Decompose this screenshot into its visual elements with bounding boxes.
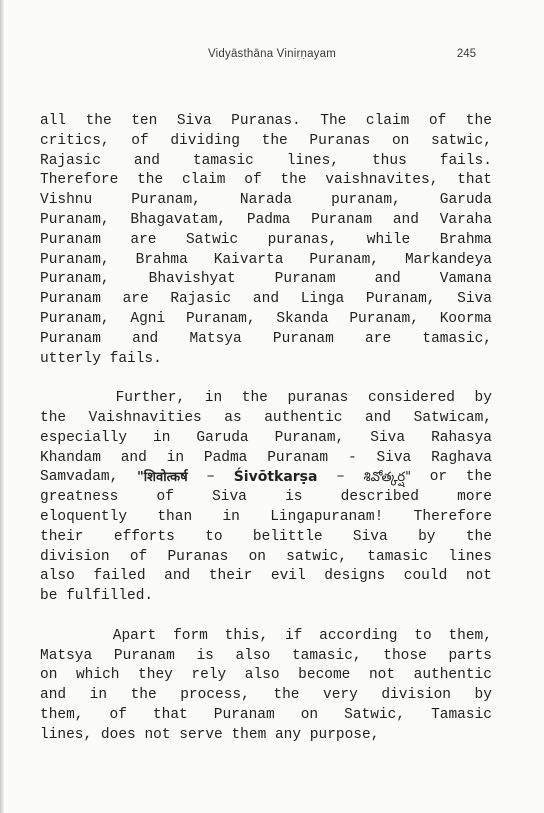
word: puranas xyxy=(287,390,349,407)
word: and xyxy=(392,211,419,228)
text-line xyxy=(40,706,492,726)
text-line xyxy=(40,191,492,211)
word: Puranam xyxy=(267,449,329,466)
word: the xyxy=(40,409,67,426)
word: Puranam xyxy=(311,211,373,228)
word: Puranam xyxy=(113,647,175,664)
word: Raghava xyxy=(431,449,492,466)
word: Garuda xyxy=(196,429,249,446)
word: Puranas xyxy=(309,132,371,149)
word: more xyxy=(457,489,492,506)
text-line xyxy=(40,587,492,607)
word: is xyxy=(196,647,214,664)
word: their xyxy=(40,528,84,545)
word: the xyxy=(465,528,492,545)
word: efforts xyxy=(113,528,175,545)
word: Rajasic xyxy=(170,291,232,308)
word: that xyxy=(457,172,492,189)
word: Further, xyxy=(115,390,186,407)
word: on xyxy=(391,132,410,149)
word: Therefore xyxy=(40,172,119,189)
word: also xyxy=(235,647,271,664)
word: which xyxy=(75,667,120,684)
word: Tamasic xyxy=(431,706,492,723)
word: Siva xyxy=(352,528,388,545)
body-text xyxy=(40,112,492,746)
word: them, xyxy=(448,627,492,644)
text-line xyxy=(40,548,492,568)
word: of xyxy=(109,706,127,723)
word: them, xyxy=(40,706,84,723)
word: Garuda xyxy=(439,192,492,209)
word: failed xyxy=(93,568,146,585)
word: Lingapuranam! xyxy=(270,508,384,525)
word: according xyxy=(319,627,398,644)
word: in xyxy=(89,687,108,704)
word: is xyxy=(285,489,303,506)
word: also xyxy=(244,667,280,684)
word: Puranam xyxy=(40,330,101,347)
word: Narada xyxy=(239,192,293,209)
word: Agni xyxy=(130,310,166,327)
paragraph xyxy=(40,112,492,369)
word: Kaivarta xyxy=(213,251,284,268)
word: Puranam xyxy=(272,330,334,347)
word: Puranam xyxy=(40,291,101,308)
word: and xyxy=(164,568,191,585)
word: and xyxy=(40,687,67,704)
word: the xyxy=(137,172,164,189)
word: they xyxy=(138,667,173,684)
page-header xyxy=(0,48,544,66)
paragraph-indent xyxy=(40,627,96,647)
word: the xyxy=(465,469,492,486)
word: of xyxy=(428,113,447,129)
word: also xyxy=(40,568,75,585)
word: purpose, xyxy=(309,726,380,743)
word: authentic xyxy=(264,409,343,426)
word: Rahasya xyxy=(431,429,492,446)
word: Puranam, xyxy=(40,271,110,288)
word: not xyxy=(368,667,396,684)
word: considered xyxy=(367,390,455,407)
paragraph xyxy=(40,627,492,746)
word: The xyxy=(320,113,347,129)
paragraph-indent xyxy=(40,389,96,409)
text-line xyxy=(40,132,492,152)
word: and xyxy=(252,291,280,308)
word: Satwicam, xyxy=(413,409,492,426)
text-line xyxy=(40,112,492,132)
word: dividing xyxy=(170,132,240,149)
word: Puranam, xyxy=(40,310,110,327)
word: the xyxy=(261,132,288,149)
text-line xyxy=(40,330,492,350)
paragraph xyxy=(40,389,492,607)
word: Siva xyxy=(176,113,212,129)
text-line xyxy=(40,171,492,191)
word: Puranam xyxy=(274,271,336,288)
word: the xyxy=(465,113,492,129)
word: Rajasic xyxy=(40,152,101,169)
word: greatness xyxy=(40,489,119,506)
word: division xyxy=(40,548,110,565)
word: or xyxy=(429,469,448,486)
word: authentic xyxy=(413,667,492,684)
page-edge-shadow xyxy=(0,0,4,813)
word: in xyxy=(204,390,223,407)
word: lines xyxy=(448,548,492,565)
text-line xyxy=(40,389,492,409)
word: of xyxy=(129,548,148,565)
word: to xyxy=(205,528,223,545)
word: Bhagavatam, xyxy=(130,211,227,228)
word: Brahma xyxy=(135,251,188,268)
word: Satwic xyxy=(185,231,239,248)
word: Markandeya xyxy=(404,251,492,268)
text-line xyxy=(40,350,492,370)
word: while xyxy=(366,231,411,248)
text-line xyxy=(40,409,492,429)
word: of xyxy=(156,489,174,506)
word: the xyxy=(85,113,112,129)
word: critics, xyxy=(40,132,110,149)
text-line xyxy=(40,310,492,330)
text-line xyxy=(40,666,492,686)
word: lines, xyxy=(286,152,340,169)
word: and xyxy=(374,271,401,288)
word: eloquently xyxy=(40,508,128,525)
word: could xyxy=(403,568,448,585)
text-line xyxy=(40,567,492,587)
word: Puranam, xyxy=(309,251,379,268)
text-line xyxy=(40,290,492,310)
word: Puranam, xyxy=(365,291,436,308)
word: claim xyxy=(365,113,410,129)
word: Vaishnavities xyxy=(88,409,202,426)
word: evil xyxy=(270,568,306,585)
word: are xyxy=(130,231,157,248)
word: Siva xyxy=(370,429,406,446)
word: any xyxy=(274,726,310,743)
text-line xyxy=(40,508,492,528)
word: are xyxy=(365,330,392,347)
text-line xyxy=(40,251,492,271)
word: puranam, xyxy=(331,192,401,209)
word: designs xyxy=(324,568,386,585)
word: those xyxy=(383,647,427,664)
word: the xyxy=(130,687,157,704)
word: become xyxy=(298,667,351,684)
word: in xyxy=(153,429,171,446)
word: Apart xyxy=(112,627,157,644)
text-line xyxy=(40,270,492,290)
word: Puranam, xyxy=(274,429,345,446)
running-head: Vidyāsthāna Vinirṇayam xyxy=(208,48,336,60)
word: and xyxy=(120,449,147,466)
word: tamasic xyxy=(192,152,254,169)
word: of xyxy=(244,172,262,189)
text-line xyxy=(40,627,492,647)
word: them xyxy=(231,726,275,743)
word: division xyxy=(381,687,451,704)
text-line xyxy=(40,686,492,706)
word: and xyxy=(365,409,392,426)
word: శివోత్కర్ష" xyxy=(363,470,412,486)
word: especially xyxy=(40,429,128,446)
word: the xyxy=(280,172,307,189)
word: Puranam xyxy=(213,706,275,723)
word: Padma xyxy=(203,449,248,466)
word: Puranam, xyxy=(185,310,256,327)
word: and xyxy=(132,330,159,347)
word: fails. xyxy=(439,152,492,169)
word: Samvadam, xyxy=(40,469,119,486)
word: ten xyxy=(131,113,158,129)
word: Puranam xyxy=(40,231,101,248)
word: Puranas. xyxy=(231,113,301,129)
text-line xyxy=(40,647,492,667)
word: Koorma xyxy=(439,310,492,327)
word: Linga xyxy=(300,291,345,308)
word: than xyxy=(157,508,193,525)
word: Khandam xyxy=(40,449,101,466)
text-line xyxy=(40,726,492,746)
paragraph-gap xyxy=(40,369,492,389)
text-line xyxy=(40,429,492,449)
word: not xyxy=(465,568,492,585)
text-line xyxy=(40,231,492,251)
paragraph-gap xyxy=(40,607,492,627)
word: parts xyxy=(448,647,492,664)
word: thus xyxy=(371,152,407,169)
word: their xyxy=(208,568,253,585)
word: vaishnavites, xyxy=(325,172,439,189)
word: Therefore xyxy=(413,508,492,525)
word: Vamana xyxy=(439,271,492,288)
word: tamasic xyxy=(367,548,429,565)
word: Varaha xyxy=(439,211,492,228)
word: to xyxy=(414,627,432,644)
word: Siva xyxy=(457,291,492,308)
word: as xyxy=(224,409,242,426)
word: on xyxy=(300,706,319,723)
word: Satwic, xyxy=(344,706,406,723)
word: – xyxy=(336,469,345,486)
word: of xyxy=(131,132,149,149)
word: very xyxy=(323,687,358,704)
word: if xyxy=(284,627,303,644)
word: the xyxy=(241,390,268,407)
word: rely xyxy=(191,667,227,684)
word: belittle xyxy=(252,528,323,545)
word: "शिवोत्कर्ष xyxy=(137,470,188,486)
word: by xyxy=(474,390,492,407)
word: process, xyxy=(180,687,250,704)
word: Padma xyxy=(246,211,291,228)
word: does xyxy=(100,726,145,743)
word: tamasic, xyxy=(291,647,362,664)
word: serve xyxy=(179,726,232,743)
word: Brahma xyxy=(439,231,492,248)
text-line xyxy=(40,449,492,469)
word: Skanda xyxy=(276,310,329,327)
word: fails. xyxy=(109,350,162,367)
word: - xyxy=(347,449,357,466)
text-line xyxy=(40,152,492,172)
word: be xyxy=(40,588,67,605)
word: Puranam, xyxy=(40,211,110,228)
word: in xyxy=(222,508,240,525)
word: not xyxy=(144,726,180,743)
word: – xyxy=(206,469,215,486)
word: lines, xyxy=(40,726,101,743)
text-line xyxy=(40,211,492,231)
text-line xyxy=(40,528,492,548)
word: claim xyxy=(181,172,226,189)
word: by xyxy=(474,687,492,704)
word: on xyxy=(40,667,58,684)
word: Matsya xyxy=(189,330,242,347)
page-number: 245 xyxy=(456,48,476,60)
text-line xyxy=(40,468,492,488)
word: on xyxy=(248,548,266,565)
word: Puranam, xyxy=(131,192,201,209)
text-line xyxy=(40,488,492,508)
word: Siva xyxy=(376,449,412,466)
word: the xyxy=(273,687,300,704)
word: Puranam, xyxy=(349,310,419,327)
word: Śivōtkarṣa xyxy=(233,469,318,486)
word: and xyxy=(133,152,160,169)
word: Bhavishyat xyxy=(148,271,236,288)
word: fulfilled. xyxy=(66,588,154,605)
word: Matsya xyxy=(40,647,93,664)
word: tamasic, xyxy=(422,330,492,347)
word: form xyxy=(173,627,208,644)
word: that xyxy=(152,706,188,723)
word: Siva xyxy=(212,489,247,506)
word: are xyxy=(122,291,149,308)
word: satwic, xyxy=(286,548,348,565)
word: satwic, xyxy=(431,132,492,149)
word: Puranas xyxy=(167,548,229,565)
word: by xyxy=(418,528,436,545)
word: Puranam, xyxy=(40,251,110,268)
word: described xyxy=(340,489,419,506)
word: Vishnu xyxy=(40,192,93,209)
word: this, xyxy=(224,627,269,644)
word: puranas, xyxy=(267,231,338,248)
word: in xyxy=(166,449,185,466)
word: utterly xyxy=(40,350,110,367)
word: all xyxy=(40,113,67,129)
